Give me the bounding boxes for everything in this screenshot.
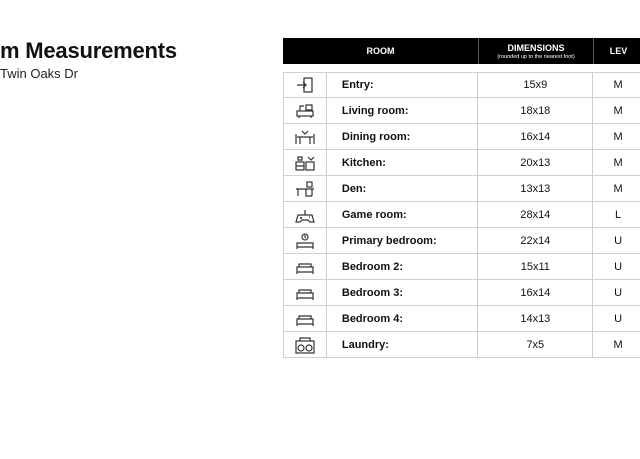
table-row — [283, 150, 640, 176]
room-name: Entry: — [327, 73, 479, 97]
table-row — [283, 98, 640, 124]
door-entry-icon — [284, 73, 327, 97]
bed-clock-icon — [284, 228, 327, 253]
column-header-dimensions — [478, 38, 593, 64]
room-name: Bedroom 4: — [327, 306, 479, 331]
room-dimensions: 20x13 — [478, 150, 593, 175]
column-header-dimensions-note: (rounded up to the nearest foot) — [497, 53, 575, 60]
room-level: M — [613, 104, 623, 117]
room-dimensions: 7x5 — [478, 332, 593, 357]
table-row — [283, 306, 640, 332]
room-name: Laundry: — [327, 332, 479, 357]
room-level: U — [614, 260, 623, 273]
room-name: Bedroom 3: — [327, 280, 479, 305]
room-name: Primary bedroom: — [327, 228, 479, 253]
room-level: U — [614, 234, 623, 247]
room-name: Bedroom 2: — [327, 254, 479, 279]
room-level: U — [614, 286, 623, 299]
bed-icon — [284, 306, 327, 331]
room-name: Game room: — [327, 202, 479, 227]
sofa-icon — [284, 98, 327, 123]
room-dimensions: 15x9 — [478, 73, 593, 97]
page-title: m Measurements — [0, 38, 177, 63]
table-header — [283, 38, 640, 64]
room-name: Kitchen: — [327, 150, 479, 175]
table-row — [283, 72, 640, 98]
room-level: M — [613, 182, 623, 195]
address-subtitle: Twin Oaks Dr — [0, 66, 79, 81]
room-dimensions: 16x14 — [478, 124, 593, 149]
room-dimensions: 28x14 — [478, 202, 593, 227]
desk-icon — [284, 176, 327, 201]
bed-icon — [284, 280, 327, 305]
column-header-dimensions-label: DIMENSIONS — [507, 42, 565, 53]
table-row — [283, 332, 640, 358]
table-row — [283, 124, 640, 150]
room-dimensions: 15x11 — [478, 254, 593, 279]
room-name: Dining room: — [327, 124, 479, 149]
game-controller-icon — [284, 202, 327, 227]
room-level: M — [613, 130, 623, 143]
room-dimensions: 13x13 — [478, 176, 593, 201]
column-header-room: ROOM — [366, 46, 395, 56]
table-row — [283, 254, 640, 280]
room-level: M — [613, 79, 623, 91]
room-dimensions: 18x18 — [478, 98, 593, 123]
room-level: U — [614, 312, 623, 325]
table-row — [283, 176, 640, 202]
table-row — [283, 280, 640, 306]
dining-table-icon — [284, 124, 327, 149]
room-dimensions: 14x13 — [478, 306, 593, 331]
kitchen-icon — [284, 150, 327, 175]
room-level: L — [615, 208, 622, 221]
column-header-level: LEV — [593, 38, 640, 64]
room-level: M — [613, 338, 623, 351]
bed-icon — [284, 254, 327, 279]
room-level: M — [613, 156, 623, 169]
table-body — [283, 72, 640, 358]
room-name: Living room: — [327, 98, 479, 123]
room-dimensions: 22x14 — [478, 228, 593, 253]
measurements-table — [283, 38, 640, 358]
washer-dryer-icon — [284, 332, 327, 357]
room-dimensions: 16x14 — [478, 280, 593, 305]
table-row — [283, 202, 640, 228]
room-name: Den: — [327, 176, 479, 201]
table-row — [283, 228, 640, 254]
